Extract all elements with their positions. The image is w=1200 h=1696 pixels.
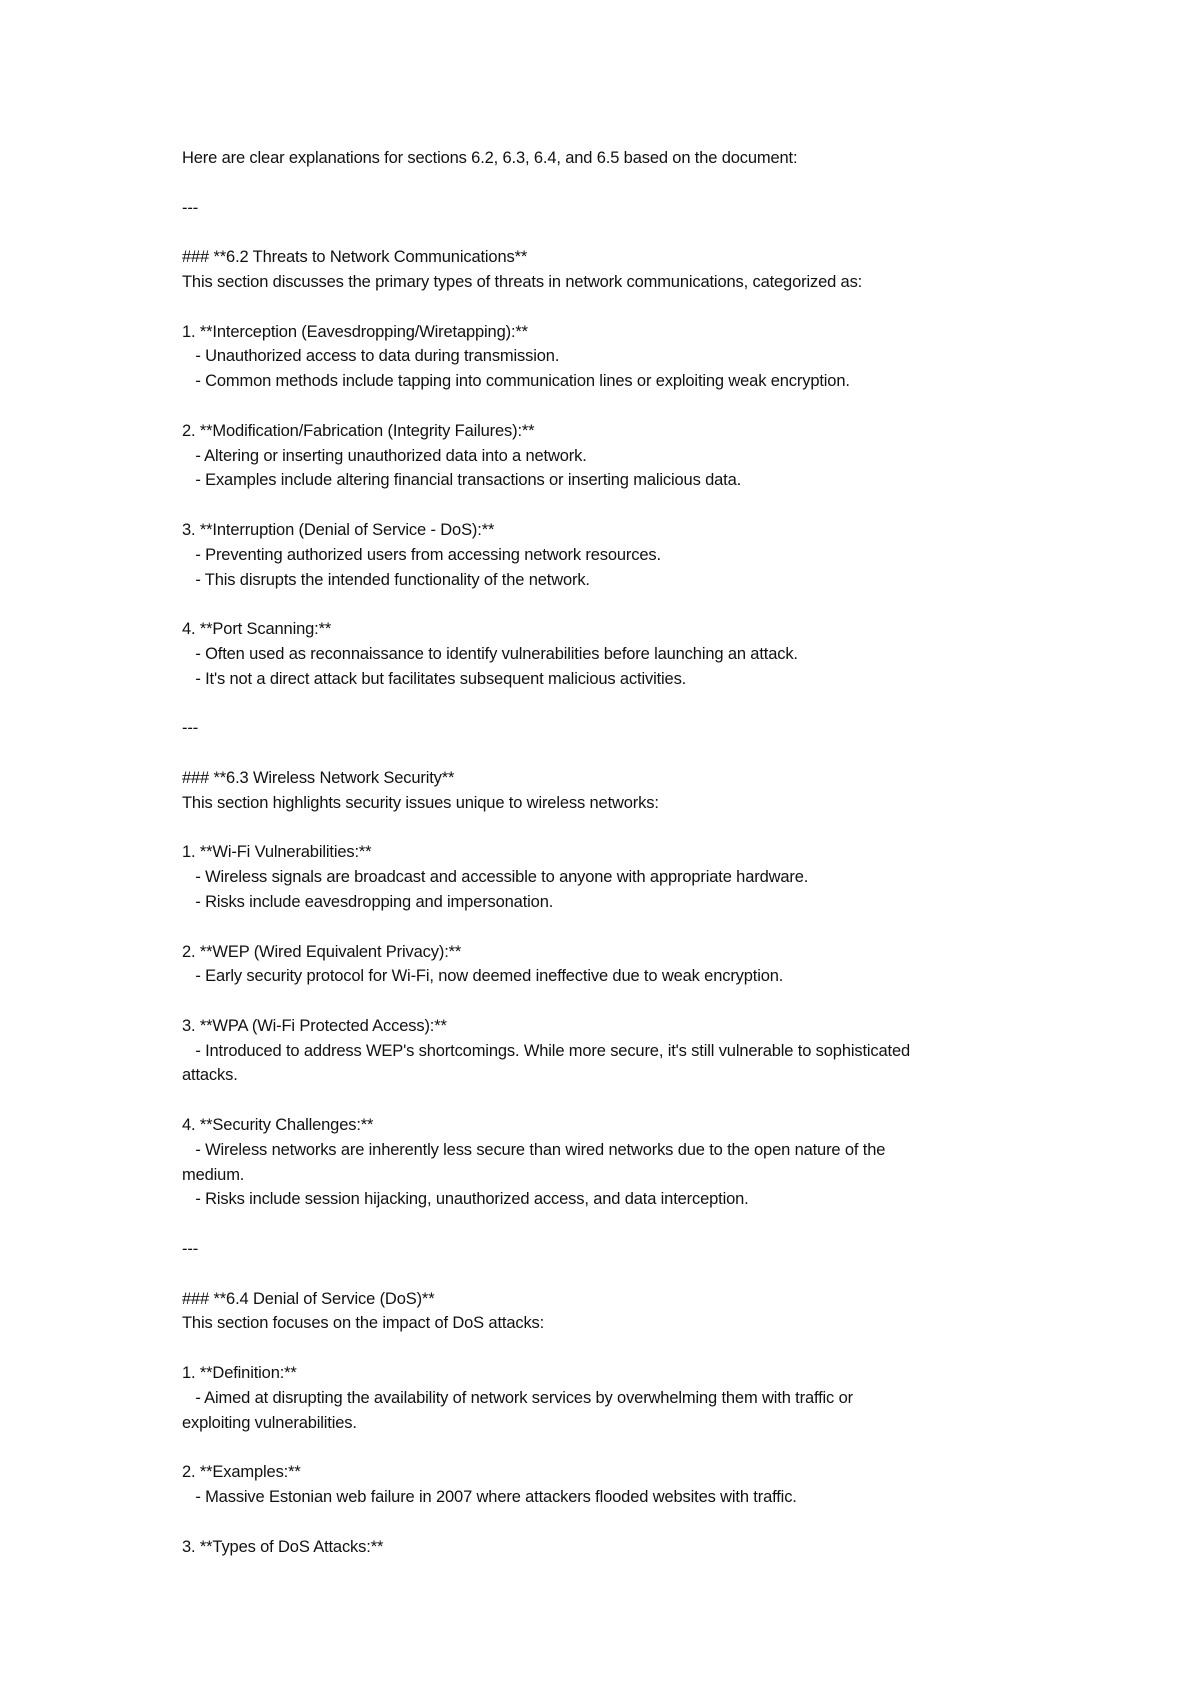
text-line: exploiting vulnerabilities. bbox=[182, 1413, 357, 1432]
horizontal-rule-marker: --- bbox=[182, 719, 199, 738]
text-line: attacks. bbox=[182, 1066, 238, 1085]
bullet-item: - Wireless signals are broadcast and accessible to anyone with appropriate hardware. bbox=[182, 868, 809, 887]
numbered-item: 3. **Interruption (Denial of Service - DoS):** bbox=[182, 520, 495, 539]
numbered-item: 3. **Types of DoS Attacks:** bbox=[182, 1537, 384, 1556]
numbered-item: 2. **Examples:** bbox=[182, 1463, 301, 1482]
horizontal-rule-marker: --- bbox=[182, 198, 199, 217]
blank-line bbox=[182, 1212, 1052, 1237]
bullet-item: - This disrupts the intended functionality of the network. bbox=[182, 570, 590, 589]
bullet-item: - Risks include session hijacking, unauthorized access, and data interception. bbox=[182, 1190, 749, 1209]
bullet-item: - Preventing authorized users from accessing network resources. bbox=[182, 545, 661, 564]
text-line: This section discusses the primary types of threats in network communications, categorized as: bbox=[182, 272, 863, 291]
text-line: This section highlights security issues unique to wireless networks: bbox=[182, 793, 659, 812]
blank-line bbox=[182, 1510, 1052, 1535]
bullet-item: - Risks include eavesdropping and impersonation. bbox=[182, 892, 554, 911]
bullet-item: - Altering or inserting unauthorized data into a network. bbox=[182, 446, 587, 465]
blank-line bbox=[182, 741, 1052, 766]
bullet-item: - Often used as reconnaissance to identify vulnerabilities before launching an attack. bbox=[182, 644, 798, 663]
blank-line bbox=[182, 220, 1052, 245]
blank-line bbox=[182, 394, 1052, 419]
blank-line bbox=[182, 295, 1052, 320]
bullet-item: - Common methods include tapping into communication lines or exploiting weak encryption. bbox=[182, 372, 850, 391]
blank-line bbox=[182, 989, 1052, 1014]
bullet-item: - Massive Estonian web failure in 2007 where attackers flooded websites with traffic. bbox=[182, 1488, 797, 1507]
numbered-item: 4. **Port Scanning:** bbox=[182, 620, 332, 639]
bullet-item: - Introduced to address WEP's shortcomings. While more secure, it's still vulnerable to sophisticated bbox=[182, 1041, 911, 1060]
numbered-item: 1. **Definition:** bbox=[182, 1364, 297, 1383]
bullet-item: - Unauthorized access to data during transmission. bbox=[182, 347, 560, 366]
text-line: medium. bbox=[182, 1165, 245, 1184]
blank-line bbox=[182, 1262, 1052, 1287]
numbered-item: 2. **WEP (Wired Equivalent Privacy):** bbox=[182, 942, 462, 961]
section-heading: ### **6.2 Threats to Network Communications** bbox=[182, 248, 528, 267]
blank-line bbox=[182, 915, 1052, 940]
bullet-item: - Wireless networks are inherently less secure than wired networks due to the open nature of the bbox=[182, 1140, 886, 1159]
numbered-item: 4. **Security Challenges:** bbox=[182, 1116, 374, 1135]
numbered-item: 1. **Interception (Eavesdropping/Wiretapping):** bbox=[182, 322, 528, 341]
bullet-item: - Early security protocol for Wi-Fi, now deemed ineffective due to weak encryption. bbox=[182, 967, 784, 986]
text-line: This section focuses on the impact of DoS attacks: bbox=[182, 1314, 545, 1333]
numbered-item: 3. **WPA (Wi-Fi Protected Access):** bbox=[182, 1016, 447, 1035]
bullet-item: - Examples include altering financial transactions or inserting malicious data. bbox=[182, 471, 742, 490]
bullet-item: - It's not a direct attack but facilitates subsequent malicious activities. bbox=[182, 669, 687, 688]
blank-line bbox=[182, 1088, 1052, 1113]
text-line: Here are clear explanations for sections 6.2, 6.3, 6.4, and 6.5 based on the document: bbox=[182, 149, 798, 167]
document-body bbox=[182, 146, 1052, 1559]
blank-line bbox=[182, 692, 1052, 717]
blank-line bbox=[182, 592, 1052, 617]
blank-line bbox=[182, 1336, 1052, 1361]
horizontal-rule-marker: --- bbox=[182, 1240, 199, 1259]
blank-line bbox=[182, 171, 1052, 196]
blank-line bbox=[182, 493, 1052, 518]
section-heading: ### **6.4 Denial of Service (DoS)** bbox=[182, 1289, 435, 1308]
blank-line bbox=[182, 816, 1052, 841]
blank-line bbox=[182, 1435, 1052, 1460]
section-heading: ### **6.3 Wireless Network Security** bbox=[182, 768, 455, 787]
numbered-item: 2. **Modification/Fabrication (Integrity Failures):** bbox=[182, 421, 535, 440]
numbered-item: 1. **Wi-Fi Vulnerabilities:** bbox=[182, 843, 372, 862]
bullet-item: - Aimed at disrupting the availability of network services by overwhelming them with traffic or bbox=[182, 1388, 853, 1407]
